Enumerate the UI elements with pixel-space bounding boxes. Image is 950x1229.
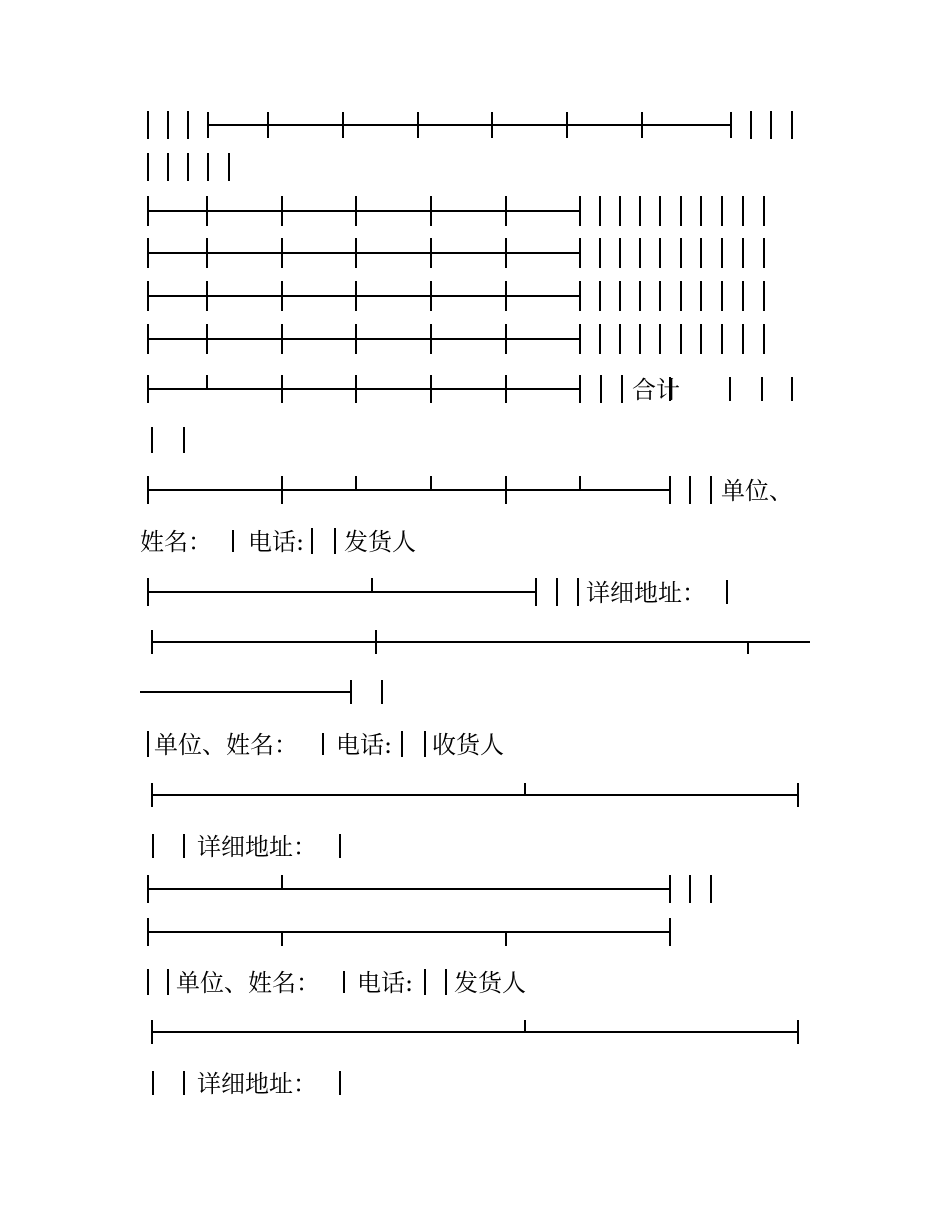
sender-unit-name-label-part1: 单位、 [721, 477, 793, 505]
receiver-role-label: 收货人 [432, 731, 504, 759]
sender-phone-label: 电话: [248, 528, 305, 556]
sender2-role-label: 发货人 [454, 969, 526, 997]
receiver-phone-label: 电话: [336, 731, 393, 759]
receiver-unit-name-label: 单位、姓名： [154, 731, 298, 759]
sender2-phone-label: 电话: [357, 969, 414, 997]
sender2-address-label: 详细地址： [197, 1070, 317, 1098]
sender-role-label: 发货人 [344, 528, 416, 556]
receiver-address-label: 详细地址： [197, 833, 317, 861]
sender-unit-name-label-part2: 姓名： [140, 528, 212, 556]
total-label: 合计 [632, 376, 680, 404]
sender-address-label: 详细地址： [586, 579, 706, 607]
sender2-unit-name-label: 单位、姓名： [176, 969, 320, 997]
